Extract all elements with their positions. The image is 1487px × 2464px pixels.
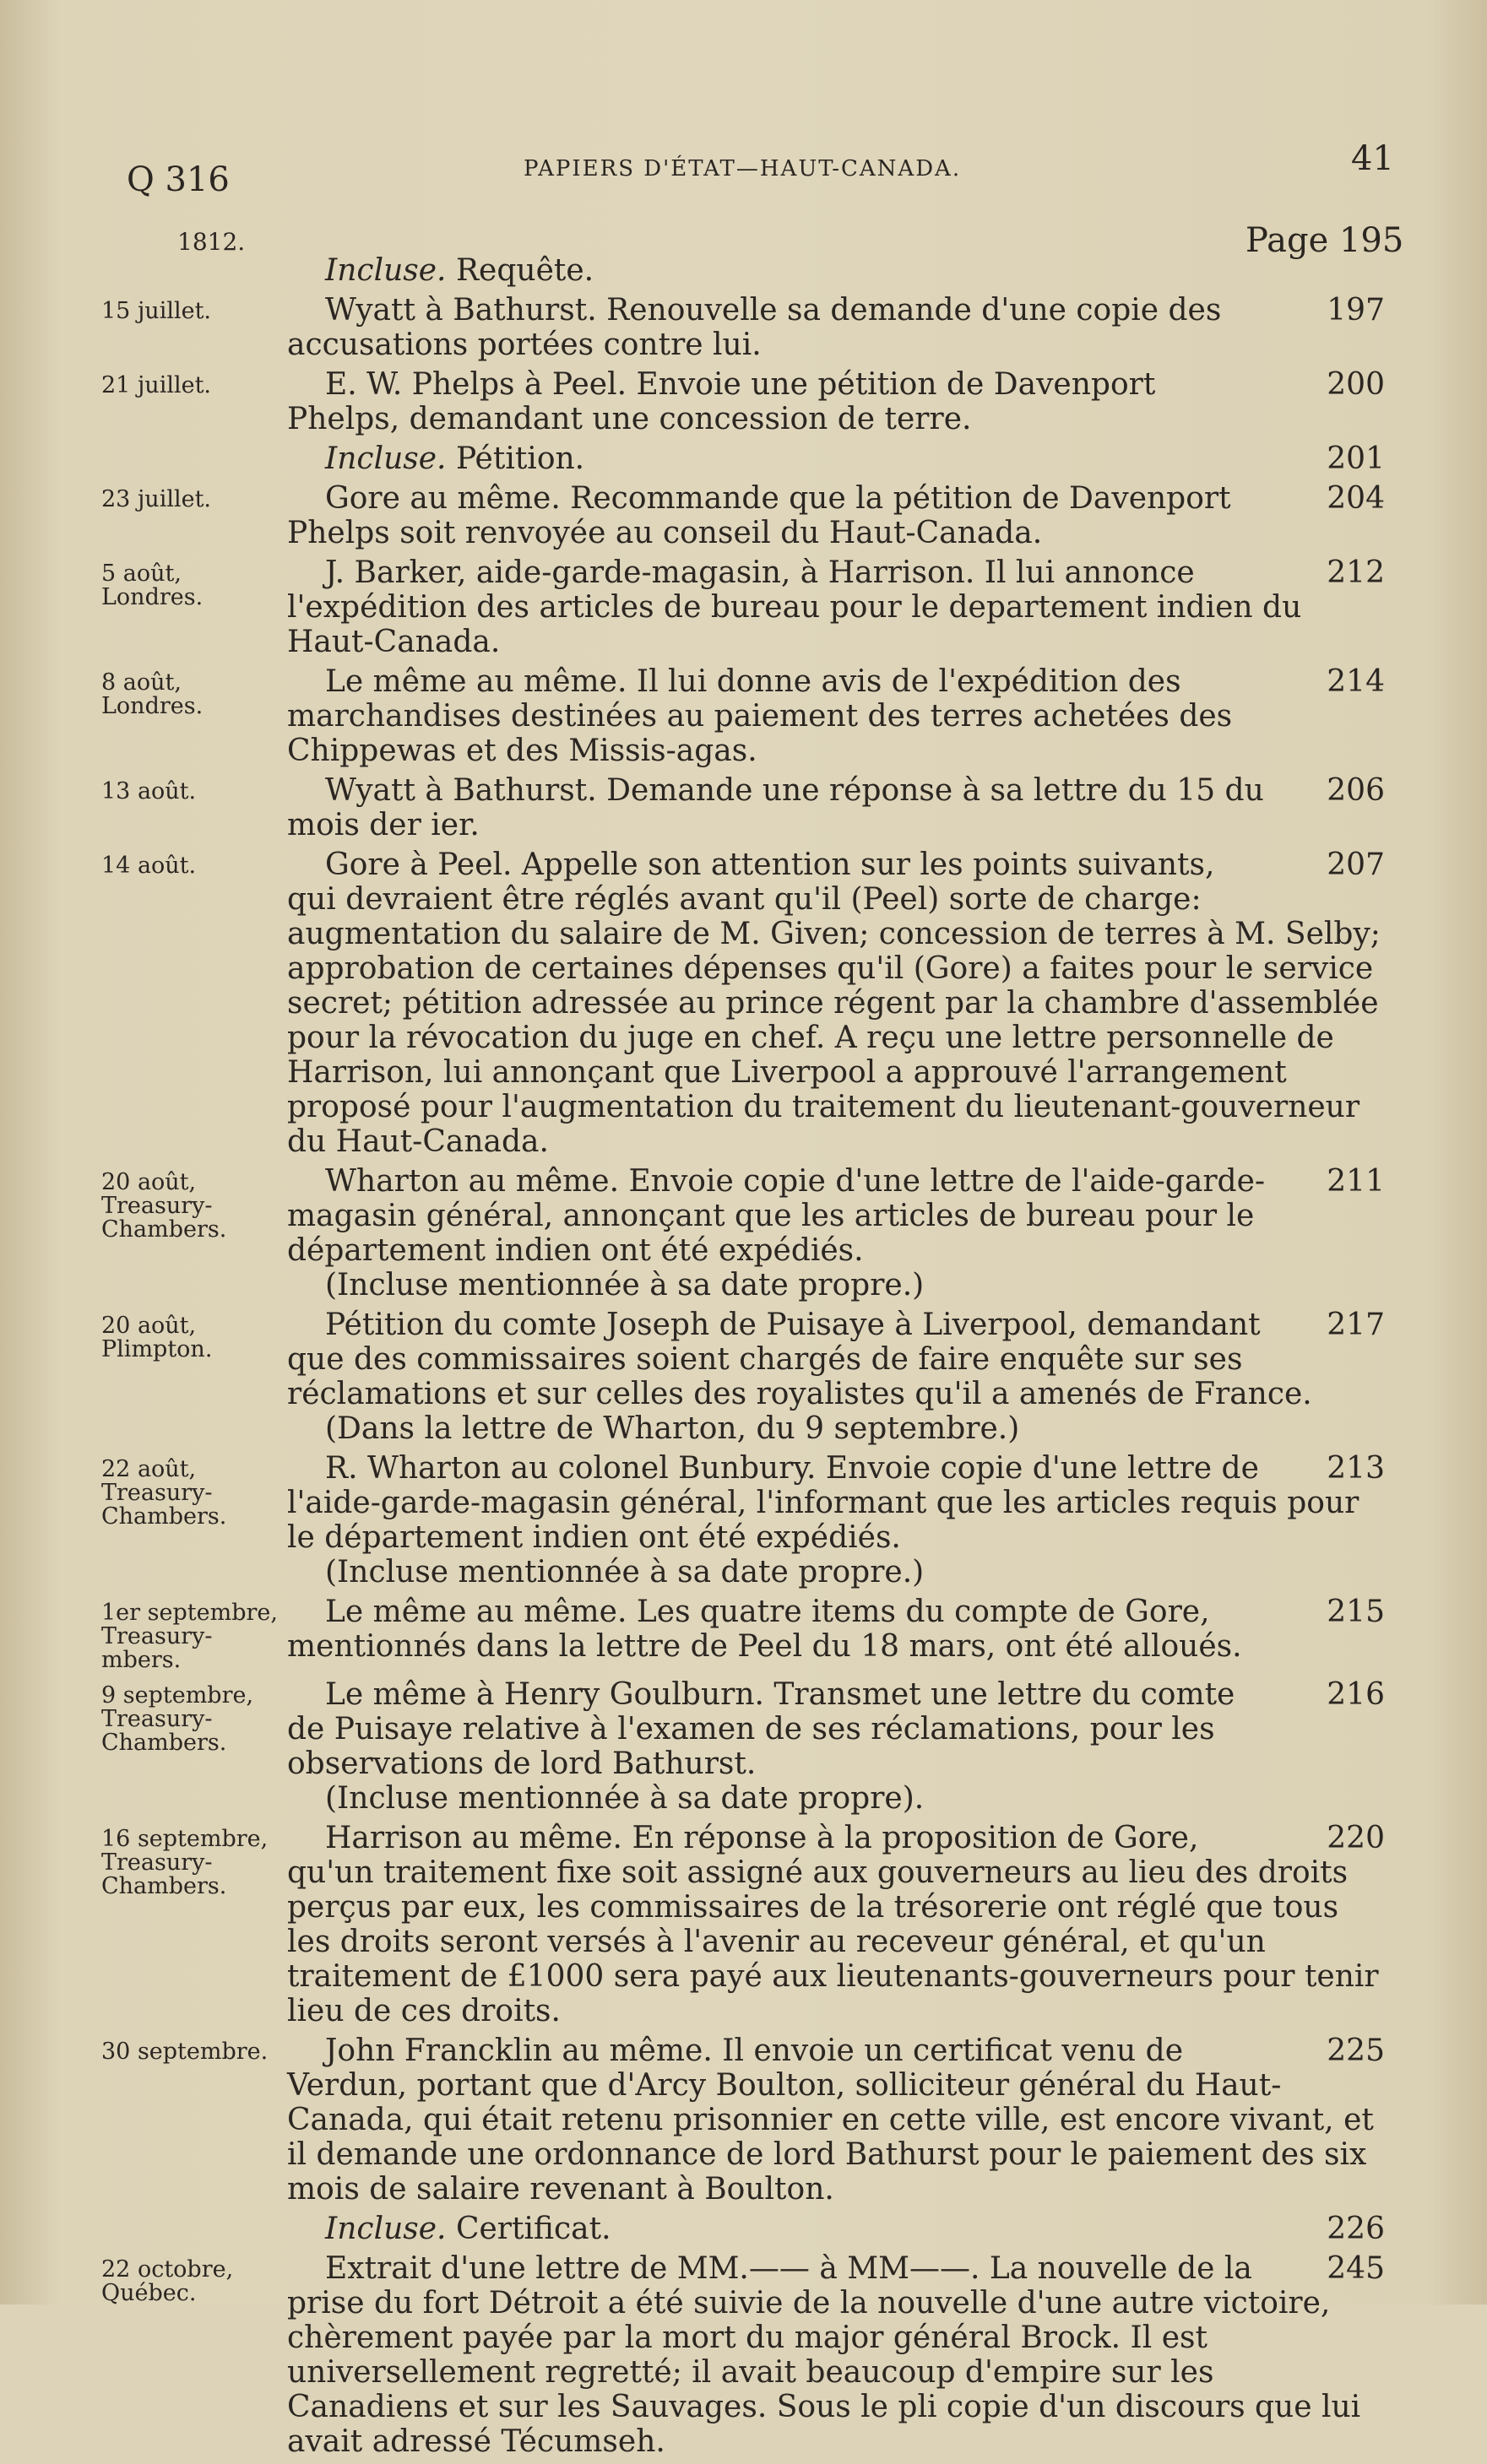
entry-row bbox=[101, 1595, 1385, 1672]
entry-row bbox=[101, 848, 1385, 1159]
page-number: 41 bbox=[1351, 139, 1394, 178]
entry-page-reference: 211 bbox=[1327, 1164, 1385, 1199]
entry-text bbox=[287, 664, 1385, 768]
entry-page-reference: 214 bbox=[1327, 664, 1385, 699]
entry-correspondents: Extrait d'une lettre de MM.—— à MM——. bbox=[325, 2251, 980, 2286]
entry-text bbox=[287, 1821, 1385, 2028]
entry-page-reference: 213 bbox=[1327, 1451, 1385, 1486]
entry-text bbox=[287, 1308, 1385, 1446]
entry-correspondents: Wyatt à Bathurst. bbox=[325, 773, 597, 808]
entry-page-reference: 216 bbox=[1327, 1677, 1385, 1712]
entry-note: (Incluse mentionnée à sa date propre.) bbox=[325, 1555, 925, 1589]
entry-summary: Renouvelle sa demande d'une copie des accusations portées contre lui. bbox=[287, 293, 1222, 362]
year-label: 1812. bbox=[177, 228, 246, 256]
entry-date: 20 août, Treasury- Chambers. bbox=[101, 1169, 227, 1243]
entry-summary: Envoie une pétition de Davenport Phelps, demandant une concession de terre. bbox=[287, 367, 1156, 436]
entry-date: 13 août. bbox=[101, 778, 197, 804]
entry-row bbox=[101, 293, 1385, 362]
entry-summary: Il lui donne avis de l'expédition des marchandises destinées au paiement des terres achetées des Chippewas et des Missis-agas. bbox=[287, 664, 1233, 768]
entry-page-reference: 207 bbox=[1327, 848, 1385, 882]
entry-note: (Incluse mentionnée à sa date propre). bbox=[325, 1781, 925, 1816]
calendar-entries bbox=[101, 253, 1385, 2464]
entry-text bbox=[287, 1595, 1385, 1672]
entry-date bbox=[101, 2212, 287, 2246]
page-column-label: Page 195 bbox=[1245, 221, 1404, 260]
entry-row bbox=[101, 555, 1385, 659]
entry-row bbox=[101, 1164, 1385, 1302]
entry-correspondents: E. W. Phelps à Peel. bbox=[325, 367, 627, 402]
entry-text bbox=[287, 2251, 1385, 2459]
entry-date: 5 août, Londres. bbox=[101, 560, 204, 610]
entry-row bbox=[101, 2251, 1385, 2459]
entry-row bbox=[101, 1677, 1385, 1816]
entry-text bbox=[287, 253, 1385, 288]
entry-text bbox=[287, 2033, 1385, 2207]
entry-row bbox=[101, 1308, 1385, 1446]
entry-page-reference: 201 bbox=[1327, 441, 1385, 476]
entry-correspondents: John Francklin au même. bbox=[325, 2033, 713, 2068]
entry-date: 15 juillet. bbox=[101, 298, 212, 324]
entry-correspondents: Pétition du comte Joseph de Puisaye à Liverpool, bbox=[325, 1308, 1077, 1342]
entry-summary: Transmet une lettre du comte de Puisaye relative à l'examen de ses réclamations, pour les observations de lord Bathurst. bbox=[287, 1677, 1235, 1781]
entry-page-reference: 215 bbox=[1327, 1595, 1385, 1629]
entry-date: 30 septembre. bbox=[101, 2039, 269, 2065]
entry-correspondents: Certificat. bbox=[455, 2212, 611, 2246]
entry-summary: Envoie copie d'une lettre de l'aide-garde-magasin général, l'informant que les articles requis pour le département indien ont été expédiés. bbox=[287, 1451, 1359, 1555]
entry-text bbox=[287, 441, 1385, 476]
page-header bbox=[0, 0, 1487, 219]
entry-note: (Incluse mentionnée à sa date propre.) bbox=[325, 1268, 925, 1302]
entry-summary: La nouvelle de la prise du fort Détroit a été suivie de la nouvelle d'une autre victoire, chèrement payée par la mort du major général Brock. Il est universellement regretté; il avait beaucoup d'empire sur les Canadiens et sur les Sauvages. Sous le pli copie d'un discours que lui avait adressé Técumseh. bbox=[287, 2251, 1361, 2459]
entry-text bbox=[287, 293, 1385, 362]
entry-correspondents: Le même au même. bbox=[325, 664, 627, 699]
entry-page-reference: 206 bbox=[1327, 773, 1385, 808]
collection-reference: Q 316 bbox=[127, 160, 230, 199]
entry-page-reference: 212 bbox=[1327, 555, 1385, 590]
entry-correspondents: R. Wharton au colonel Bunbury. bbox=[325, 1451, 817, 1486]
entry-date: 20 août, Plimpton. bbox=[101, 1313, 213, 1362]
entry-correspondents: Gore au même. bbox=[325, 481, 561, 516]
running-title: PAPIERS D'ÉTAT—HAUT-CANADA. bbox=[524, 156, 962, 181]
entry-correspondents: Le même à Henry Goulburn. bbox=[325, 1677, 764, 1712]
entry-note: (Dans la lettre de Wharton, du 9 septembre.) bbox=[325, 1411, 1020, 1446]
entry-date: 16 septembre, Treasury- Chambers. bbox=[101, 1826, 269, 1899]
entry-text bbox=[287, 367, 1385, 436]
entry-date: 1er septembre, Treasury- mbers. bbox=[101, 1600, 278, 1673]
entry-page-reference: 226 bbox=[1327, 2212, 1385, 2246]
entry-text bbox=[287, 773, 1385, 842]
entry-page-reference: 204 bbox=[1327, 481, 1385, 516]
entry-summary: Appelle son attention sur les points suivants, qui devraient être réglés avant qu'il (Peel) sorte de charge: augmentation du salaire de M. Given; concession de terres à M. Selby; approbation de certaines dépenses qu'il (Gore) a faites pour le service secret; pétition adressée au prince régent par la chambre d'assemblée pour la révocation du juge en chef. A reçu une lettre personnelle de Harrison, lui annonçant que Liverpool a approuvé l'arrangement proposé pour l'augmentation du traitement du lieutenant-gouverneur du Haut-Canada. bbox=[287, 848, 1381, 1159]
entry-text bbox=[287, 2212, 1385, 2246]
entry-correspondents: Wharton au même. bbox=[325, 1164, 620, 1199]
entry-date bbox=[101, 441, 287, 476]
entry-row bbox=[101, 441, 1385, 476]
entry-summary: Envoie copie d'une lettre de l'aide-garde-magasin général, annonçant que les articles de bureau pour le département indien ont été expédiés. bbox=[287, 1164, 1266, 1268]
entry-summary: Demande une réponse à sa lettre du 15 du mois der ier. bbox=[287, 773, 1264, 842]
entry-text bbox=[287, 1677, 1385, 1816]
entry-page-reference: 225 bbox=[1327, 2033, 1385, 2068]
entry-date bbox=[101, 253, 287, 288]
entry-summary: En réponse à la proposition de Gore, qu'un traitement fixe soit assigné aux gouverneurs au lieu des droits perçus par eux, les commissaires de la trésorerie ont réglé que tous les droits seront versés à l'avenir au receveur général, et qu'un traitement de £1000 sera payé aux lieutenants-gouverneurs pour tenir lieu de ces droits. bbox=[287, 1821, 1379, 2028]
entry-page-reference: 197 bbox=[1327, 293, 1385, 328]
entry-enclosure-label: Incluse. bbox=[325, 2212, 447, 2246]
entry-correspondents: J. Barker, aide-garde-magasin, à Harrison. bbox=[325, 555, 975, 590]
entry-row bbox=[101, 367, 1385, 436]
entry-correspondents: Wyatt à Bathurst. bbox=[325, 293, 597, 328]
entry-date: 21 juillet. bbox=[101, 372, 212, 398]
entry-correspondents: Harrison au même. bbox=[325, 1821, 622, 1855]
entry-text bbox=[287, 555, 1385, 659]
entry-summary: Il envoie un certificat venu de Verdun, portant que d'Arcy Boulton, solliciteur général du Haut-Canada, qui était retenu prisonnier en cette ville, est encore vivant, et il demande une ordonnance de lord Bathurst pour le paiement des six mois de salaire revenant à Boulton. bbox=[287, 2033, 1374, 2207]
entry-row bbox=[101, 253, 1385, 288]
entry-date: 22 octobre, Québec. bbox=[101, 2256, 234, 2306]
entry-summary: Il lui annonce l'expédition des articles de bureau pour le departement indien du Haut-Canada. bbox=[287, 555, 1302, 659]
entry-correspondents: Requête. bbox=[455, 253, 594, 288]
entry-correspondents: Le même au même. bbox=[325, 1595, 627, 1629]
entry-enclosure-label: Incluse. bbox=[325, 441, 447, 476]
entry-correspondents: Pétition. bbox=[455, 441, 585, 476]
entry-page-reference: 245 bbox=[1327, 2251, 1385, 2286]
entry-date: 14 août. bbox=[101, 853, 197, 879]
entry-date: 23 juillet. bbox=[101, 486, 212, 512]
entry-row bbox=[101, 2212, 1385, 2246]
entry-summary: Recommande que la pétition de Davenport Phelps soit renvoyée au conseil du Haut-Canada. bbox=[287, 481, 1231, 550]
entry-row bbox=[101, 773, 1385, 842]
entry-page-reference: 220 bbox=[1327, 1821, 1385, 1855]
entry-text bbox=[287, 1164, 1385, 1302]
entry-page-reference: 217 bbox=[1327, 1308, 1385, 1342]
entry-correspondents: Gore à Peel. bbox=[325, 848, 513, 882]
entry-page-reference: 200 bbox=[1327, 367, 1385, 402]
entry-date: 8 août, Londres. bbox=[101, 669, 204, 719]
entry-row bbox=[101, 2033, 1385, 2207]
entry-date: 9 septembre, Treasury- Chambers. bbox=[101, 1682, 254, 1756]
entry-row bbox=[101, 664, 1385, 768]
entry-date: 22 août, Treasury- Chambers. bbox=[101, 1456, 227, 1530]
entry-enclosure-label: Incluse. bbox=[325, 253, 447, 288]
entry-text bbox=[287, 848, 1385, 1159]
entry-summary: demandant que des commissaires soient chargés de faire enquête sur ses réclamations et sur celles des royalistes qu'il a amenés de France. bbox=[287, 1308, 1312, 1411]
entry-row bbox=[101, 1821, 1385, 2028]
entry-row bbox=[101, 1451, 1385, 1589]
entry-text bbox=[287, 1451, 1385, 1589]
entry-summary: Les quatre items du compte de Gore, mentionnés dans la lettre de Peel du 18 mars, ont été alloués. bbox=[287, 1595, 1242, 1664]
entry-row bbox=[101, 481, 1385, 550]
entry-text bbox=[287, 481, 1385, 550]
